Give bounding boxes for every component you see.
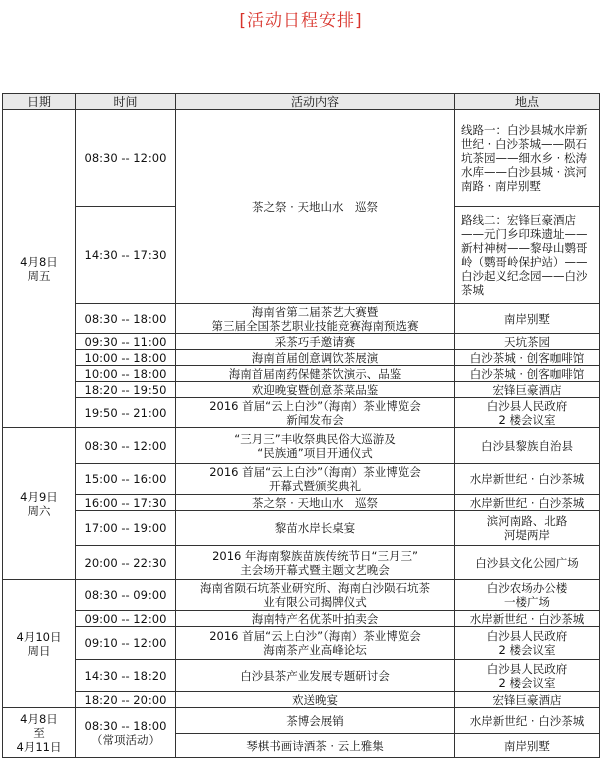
place-line: 一楼广场	[504, 595, 550, 609]
content-cell: 海南特产名优茶叶拍卖会	[176, 611, 455, 627]
content-cell: 海南首届南药保健茶饮演示、品鉴	[176, 366, 455, 382]
time-cell: 17:00 -- 19:00	[76, 511, 176, 546]
place-cell	[455, 398, 600, 428]
table-row	[3, 611, 600, 627]
day-cell	[3, 580, 76, 708]
content-cell: 茶之祭 · 天地山水 巡祭	[176, 110, 455, 304]
time-cell: 08:30 -- 12:00	[76, 428, 176, 464]
day-weekday: 周五	[27, 268, 51, 283]
content-cell	[176, 428, 455, 464]
table-row	[3, 708, 600, 734]
table-row	[3, 660, 600, 692]
place-cell: 南岸别墅	[455, 734, 600, 758]
table-row	[3, 366, 600, 382]
time-cell	[76, 708, 176, 758]
place-cell	[455, 511, 600, 546]
place-cell: 南岸别墅	[455, 304, 600, 334]
table-row	[3, 546, 600, 580]
content-cell	[176, 398, 455, 428]
content-line: 2016 年海南黎族苗族传统节日“三月三”	[212, 548, 418, 563]
place-line: 河堤两岸	[504, 528, 550, 542]
table-row	[3, 350, 600, 366]
content-line: 2016 首届“云上白沙”（海南）茶业博览会	[209, 629, 421, 643]
content-line: 2016 首届“云上白沙”（海南）茶业博览会	[209, 465, 421, 479]
content-cell: 采茶巧手邀请赛	[176, 334, 455, 350]
day-date: 4月8日	[20, 711, 58, 726]
content-cell	[176, 580, 455, 611]
day-weekday: 周日	[27, 643, 51, 658]
place-cell: 白沙县黎族自治县	[455, 428, 600, 464]
table-row	[3, 304, 600, 334]
table-row	[3, 110, 600, 207]
place-cell: 水岸新世纪 · 白沙茶城	[455, 708, 600, 734]
table-row	[3, 511, 600, 546]
time-cell: 16:00 -- 17:30	[76, 495, 176, 511]
day-cell	[3, 110, 76, 428]
content-cell	[176, 546, 455, 580]
content-line: “民族通”项目开通仪式	[257, 445, 373, 460]
day-date-end: 4月11日	[16, 739, 62, 754]
content-cell	[176, 464, 455, 495]
place-line: 白沙县人民政府	[486, 398, 568, 413]
content-cell	[176, 627, 455, 660]
content-cell: 白沙县茶产业发展专题研讨会	[176, 660, 455, 692]
time-cell: 14:30 -- 18:20	[76, 660, 176, 692]
time-note: （常项活动）	[91, 732, 160, 747]
table-row	[3, 580, 600, 611]
place-line: 滨河南路、北路	[486, 514, 568, 528]
day-cell	[3, 428, 76, 580]
time-cell: 20:00 -- 22:30	[76, 546, 176, 580]
day-range-separator: 至	[33, 725, 45, 740]
time-cell: 10:00 -- 18:00	[76, 366, 176, 382]
place-cell	[455, 580, 600, 611]
place-cell: 白沙县文化公园广场	[455, 546, 600, 580]
time-cell: 19:50 -- 21:00	[76, 398, 176, 428]
time-cell: 15:00 -- 16:00	[76, 464, 176, 495]
place-line: 2 楼会议室	[498, 675, 556, 690]
time-cell: 10:00 -- 18:00	[76, 350, 176, 366]
day-cell	[3, 708, 76, 758]
time-cell: 09:00 -- 12:00	[76, 611, 176, 627]
day-weekday: 周六	[27, 503, 51, 518]
page-title: [活动日程安排]	[239, 11, 363, 31]
place-line: 白沙农场办公楼	[486, 581, 568, 595]
content-line: 海南省第二届茶艺大赛暨	[251, 304, 379, 319]
time-cell: 08:30 -- 18:00	[76, 304, 176, 334]
header-place: 地点	[455, 94, 600, 110]
content-cell: 黎苗水岸长桌宴	[176, 511, 455, 546]
place-line: 2 楼会议室	[498, 643, 556, 657]
place-cell: 白沙茶城 · 创客咖啡馆	[455, 366, 600, 382]
table-row	[3, 428, 600, 464]
content-line: 2016 首届“云上白沙”（海南）茶业博览会	[209, 398, 421, 413]
content-cell: 茶之祭 · 天地山水 巡祭	[176, 495, 455, 511]
content-line: “三月三”丰收祭典民俗大巡游及	[234, 431, 396, 446]
table-row	[3, 382, 600, 398]
content-line: 开幕式暨颁奖典礼	[269, 479, 361, 493]
schedule-table	[2, 93, 600, 758]
header-time: 时间	[76, 94, 176, 110]
content-line: 海南茶产业高峰论坛	[263, 643, 367, 657]
header-date: 日期	[3, 94, 76, 110]
table-row	[3, 334, 600, 350]
content-line: 主会场开幕式暨主题文艺晚会	[240, 562, 390, 577]
place-cell: 水岸新世纪 · 白沙茶城	[455, 464, 600, 495]
content-cell: 琴棋书画诗酒茶 · 云上雅集	[176, 734, 455, 758]
header-row	[3, 94, 600, 110]
day-date: 4月8日	[20, 254, 58, 269]
place-cell: 白沙茶城 · 创客咖啡馆	[455, 350, 600, 366]
table-row	[3, 398, 600, 428]
table-row	[3, 627, 600, 660]
header-content: 活动内容	[176, 94, 455, 110]
content-cell: 茶博会展销	[176, 708, 455, 734]
time-cell: 09:10 -- 12:00	[76, 627, 176, 660]
content-cell: 海南首届创意调饮茶展演	[176, 350, 455, 366]
content-line: 第三届全国茶艺职业技能竞赛海南预选赛	[211, 318, 419, 333]
time-line: 08:30 -- 18:00	[84, 718, 167, 733]
content-cell: 欢迎晚宴暨创意茶菜品鉴	[176, 382, 455, 398]
content-cell	[176, 304, 455, 334]
place-cell: 宏锋巨豪酒店	[455, 692, 600, 708]
day-date: 4月10日	[16, 629, 62, 644]
time-cell: 18:20 -- 20:00	[76, 692, 176, 708]
place-cell: 宏锋巨豪酒店	[455, 382, 600, 398]
table-row	[3, 495, 600, 511]
content-cell: 欢送晚宴	[176, 692, 455, 708]
place-cell	[455, 627, 600, 660]
place-cell: 线路一：白沙县城水岸新世纪 · 白沙茶城——陨石坑茶园——细水乡 · 松涛水库——白沙县城 · 滨河南路 · 南岸别墅	[455, 110, 600, 207]
time-cell: 08:30 -- 09:00	[76, 580, 176, 611]
content-line: 新闻发布会	[286, 412, 344, 427]
table-row	[3, 692, 600, 708]
place-cell: 水岸新世纪 · 白沙茶城	[455, 495, 600, 511]
table-row	[3, 464, 600, 495]
time-cell: 14:30 -- 17:30	[76, 207, 176, 304]
time-cell: 08:30 -- 12:00	[76, 110, 176, 207]
place-cell: 水岸新世纪 · 白沙茶城	[455, 611, 600, 627]
place-line: 白沙县人民政府	[486, 661, 568, 676]
place-line: 白沙县人民政府	[486, 629, 568, 643]
time-cell: 18:20 -- 19:50	[76, 382, 176, 398]
place-line: 2 楼会议室	[498, 412, 556, 427]
day-date: 4月9日	[20, 489, 58, 504]
content-line: 业有限公司揭牌仪式	[263, 595, 367, 609]
time-cell: 09:30 -- 11:00	[76, 334, 176, 350]
content-line: 海南省陨石坑茶业研究所、海南白沙陨石坑茶	[200, 581, 430, 595]
place-cell: 天坑茶园	[455, 334, 600, 350]
place-cell	[455, 660, 600, 692]
place-cell: 路线二：宏锋巨豪酒店——元门乡印珠遗址——新村神树——黎母山鹦哥岭（鹦哥岭保护站）——白沙起义纪念园——白沙茶城	[455, 207, 600, 304]
